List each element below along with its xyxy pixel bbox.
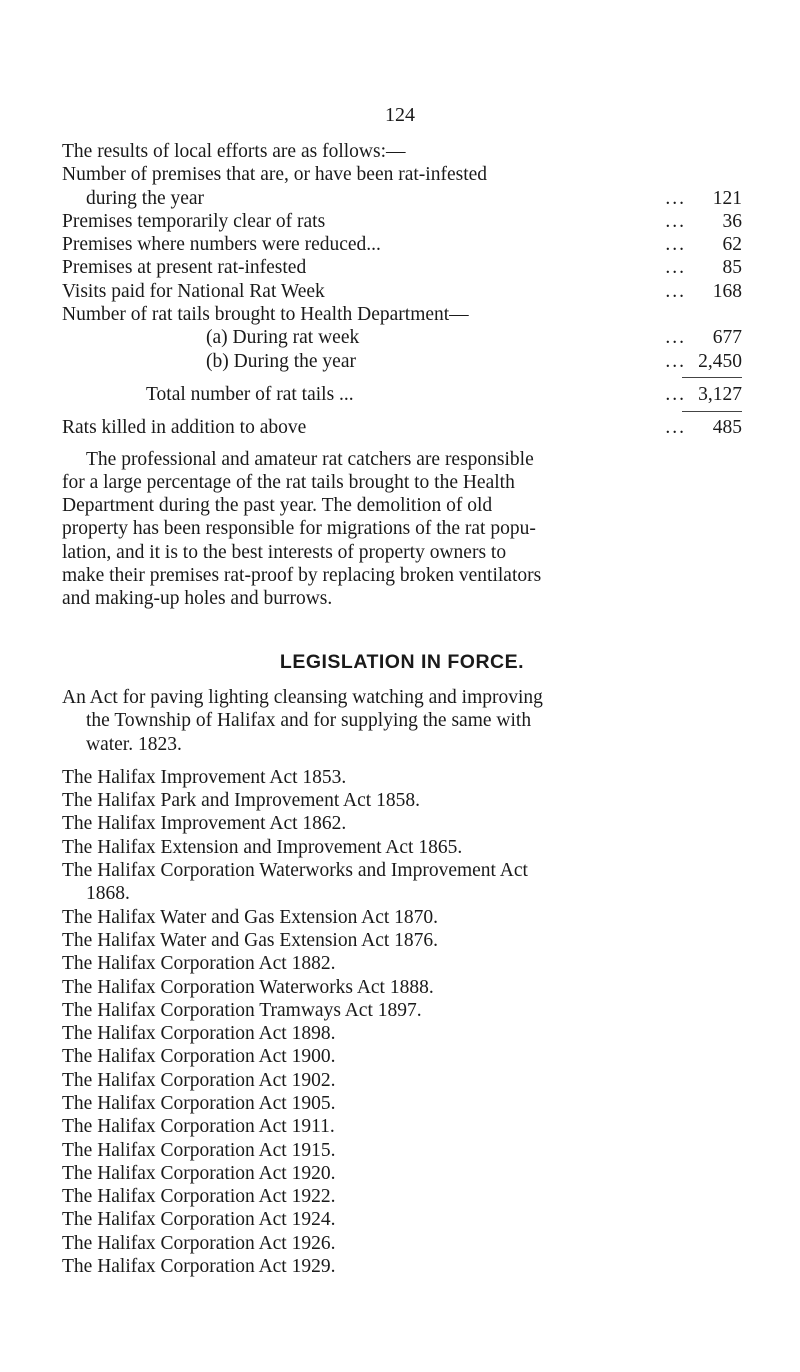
stat-row-present-infested xyxy=(62,256,742,279)
leader-dots: ... xyxy=(665,234,686,256)
stat-row-rats-killed xyxy=(62,416,742,439)
leader-dots: ... xyxy=(665,280,686,302)
stat-label: Premises at present rat-infested xyxy=(62,257,307,279)
stat-row-total-tails xyxy=(62,383,742,406)
leader-dots: ... xyxy=(665,383,686,405)
act-item: 1868. xyxy=(86,883,130,905)
act-item: The Halifax Corporation Act 1911. xyxy=(62,1116,335,1138)
stat-row-numbers-reduced xyxy=(62,233,742,256)
stat-value: 168 xyxy=(712,280,742,302)
stat-row-during-rat-week xyxy=(62,326,742,349)
stat-row-during-year-tails xyxy=(62,350,742,373)
stat-value: 85 xyxy=(722,257,742,279)
act-item: The Halifax Corporation Waterworks and Improvement Act xyxy=(62,860,528,882)
intro-text: The results of local efforts are as follows:— xyxy=(62,141,406,162)
paragraph-line: make their premises rat-proof by replacing broken ventilators xyxy=(62,565,542,587)
stat-label: during the year xyxy=(86,187,205,209)
stat-rat-infested-heading: Number of premises that are, or have been rat-infested xyxy=(62,164,488,186)
stat-label: Visits paid for National Rat Week xyxy=(62,280,325,302)
act-line: An Act for paving lighting cleansing watching and improving xyxy=(62,686,543,708)
act-item: The Halifax Corporation Waterworks Act 1888. xyxy=(62,976,434,998)
act-item: The Halifax Corporation Act 1929. xyxy=(62,1256,336,1278)
stat-rat-tails-heading: Number of rat tails brought to Health Department— xyxy=(62,304,469,326)
act-item: The Halifax Corporation Act 1922. xyxy=(62,1186,336,1208)
act-item: The Halifax Corporation Act 1915. xyxy=(62,1139,336,1161)
rat-catchers-paragraph xyxy=(62,448,742,611)
act-item: The Halifax Corporation Act 1924. xyxy=(62,1209,336,1231)
act-item: The Halifax Extension and Improvement Act 1865. xyxy=(62,836,463,858)
paragraph-line: lation, and it is to the best interests of property owners to xyxy=(62,541,507,563)
act-item: The Halifax Improvement Act 1862. xyxy=(62,813,347,835)
stat-label: Premises temporarily clear of rats xyxy=(62,210,326,232)
act-item: The Halifax Park and Improvement Act 1858. xyxy=(62,790,420,812)
paragraph-line: for a large percentage of the rat tails brought to the Health xyxy=(62,471,515,493)
act-item: The Halifax Corporation Act 1902. xyxy=(62,1069,336,1091)
act-item: The Halifax Corporation Act 1898. xyxy=(62,1023,336,1045)
sum-rule xyxy=(62,373,742,383)
leader-dots: ... xyxy=(665,417,686,439)
act-item: The Halifax Corporation Act 1882. xyxy=(62,953,336,975)
page-content xyxy=(62,140,742,1278)
stat-value: 36 xyxy=(722,210,742,232)
act-line: the Township of Halifax and for supplying the same with xyxy=(86,710,532,732)
leader-dots: ... xyxy=(665,187,686,209)
stat-value: 2,450 xyxy=(698,350,742,372)
paragraph-line: and making-up holes and burrows. xyxy=(62,588,333,610)
stat-label: (b) During the year xyxy=(206,350,356,372)
stat-value: 62 xyxy=(722,234,742,256)
act-item: The Halifax Corporation Act 1926. xyxy=(62,1232,336,1254)
stat-value: 121 xyxy=(712,187,742,209)
paragraph-line: property has been responsible for migrations of the rat popu- xyxy=(62,518,536,540)
paragraph-line: Department during the past year. The demolition of old xyxy=(62,495,493,517)
acts-list xyxy=(62,766,742,1279)
paragraph-line: The professional and amateur rat catchers are responsible xyxy=(86,448,534,470)
stat-label: Total number of rat tails ... xyxy=(146,383,354,405)
act-item: The Halifax Corporation Act 1920. xyxy=(62,1162,336,1184)
stat-label: Premises where numbers were reduced... xyxy=(62,234,381,256)
leader-dots: ... xyxy=(665,350,686,372)
section-heading: LEGISLATION IN FORCE. xyxy=(279,650,525,673)
act-item: The Halifax Corporation Tramways Act 1897. xyxy=(62,999,422,1021)
act-item: The Halifax Corporation Act 1900. xyxy=(62,1046,336,1068)
leader-dots: ... xyxy=(665,327,686,349)
stat-value: 485 xyxy=(712,417,742,439)
page-number: 124 xyxy=(385,104,415,126)
stat-label: (a) During rat week xyxy=(206,327,360,349)
act-item: The Halifax Improvement Act 1853. xyxy=(62,766,347,788)
act-item: The Halifax Water and Gas Extension Act 1876. xyxy=(62,929,439,951)
stat-value: 677 xyxy=(712,327,742,349)
stat-row-during-year xyxy=(62,187,742,210)
act-item: The Halifax Corporation Act 1905. xyxy=(62,1092,336,1114)
leader-dots: ... xyxy=(665,210,686,232)
stat-row-rat-week-visits xyxy=(62,280,742,303)
act-line: water. 1823. xyxy=(86,733,182,755)
leader-dots: ... xyxy=(665,257,686,279)
total-rule xyxy=(62,406,742,416)
first-act xyxy=(62,686,742,756)
stat-label: Rats killed in addition to above xyxy=(62,417,307,439)
act-item: The Halifax Water and Gas Extension Act 1870. xyxy=(62,906,439,928)
stat-row-temporarily-clear xyxy=(62,210,742,233)
stat-value: 3,127 xyxy=(698,383,742,405)
